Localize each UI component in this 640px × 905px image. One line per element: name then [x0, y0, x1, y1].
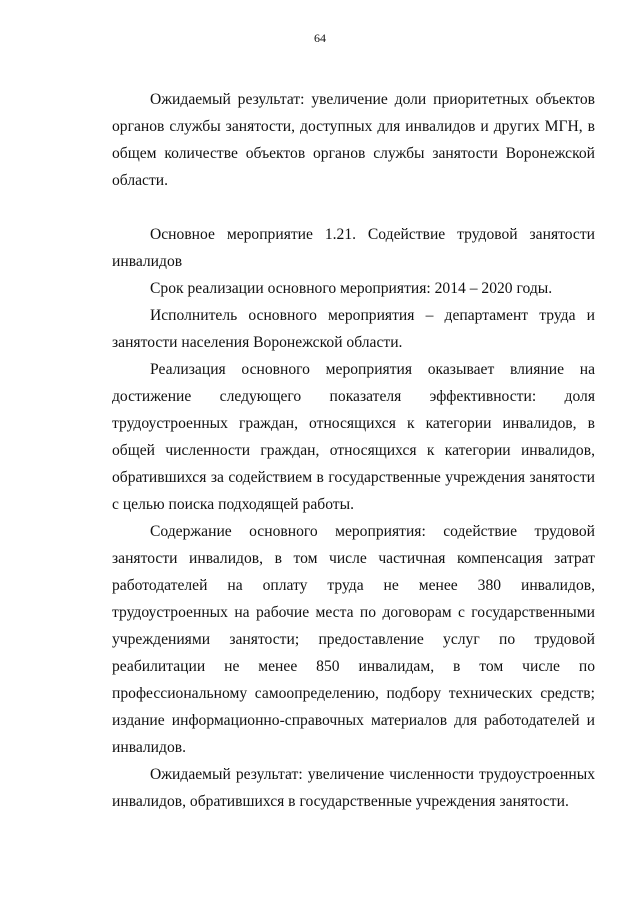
paragraph-efficiency-indicator: Реализация основного мероприятия оказывает влияние на достижение следующего показателя эффективности: доля трудоустроенных граждан, относящихся к категории инвалидов, в общей численности граждан, относящихся к категории инвалидов, обратившихся за содействием в государственные учреждения занятости с целью поиска подходящей работы.: [112, 361, 595, 513]
paragraph-expected-result-objects: Ожидаемый результат: увеличение доли приоритетных объектов органов службы занятости, доступных для инвалидов и других МГН, в общем количестве объектов органов службы занятости Воронежской области.: [112, 91, 595, 189]
paragraph-gap: [112, 194, 595, 221]
paragraph-expected-result-employment: Ожидаемый результат: увеличение численности трудоустроенных инвалидов, обратившихся в государственные учреждения занятости.: [112, 766, 595, 810]
paragraph-measure-content: Содержание основного мероприятия: содействие трудовой занятости инвалидов, в том числе частичная компенсация затрат работодателей на оплату труда не менее 380 инвалидов, трудоустроенных на рабочие места по договорам с государственными учреждениями занятости; предоставление услуг по трудовой реабилитации не менее 850 инвалидам, в том числе по профессиональному самоопределению, подбору технических средств; издание информационно-справочных материалов для работодателей и инвалидов.: [112, 523, 595, 756]
paragraph-measure-heading: Основное мероприятие 1.21. Содействие трудовой занятости инвалидов: [112, 226, 595, 270]
page-number: 64: [314, 31, 326, 45]
document-body: [112, 86, 595, 815]
paragraph-implementation-period: Срок реализации основного мероприятия: 2014 – 2020 годы.: [150, 280, 553, 297]
paragraph-executor: Исполнитель основного мероприятия – департамент труда и занятости населения Воронежской области.: [112, 307, 595, 351]
